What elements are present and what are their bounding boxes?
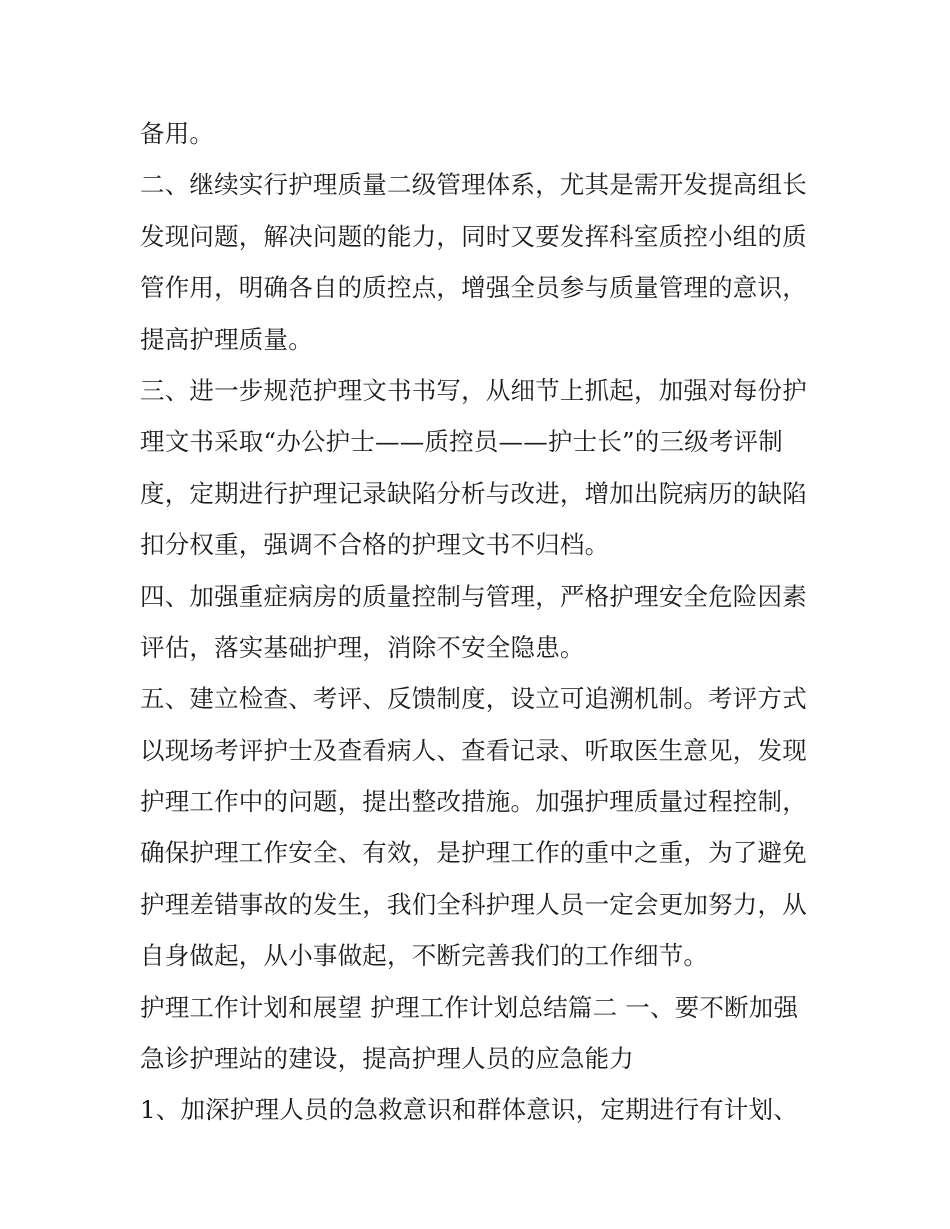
text-line: 1、加深护理人员的急救意识和群体意识，定期进行有计划、 — [140, 1095, 798, 1125]
text-line: 四、加强重症病房的质量控制与管理，严格护理安全危险因素 — [140, 581, 807, 611]
text-line: 护理工作计划和展望 护理工作计划总结篇二 一、要不断加强 — [140, 992, 799, 1022]
text-line: 护理差错事故的发生，我们全科护理人员一定会更加努力，从 — [140, 889, 807, 919]
document-body — [140, 108, 820, 1136]
text-line: 急诊护理站的建设，提高护理人员的应急能力 — [140, 1044, 634, 1074]
text-line: 自身做起，从小事做起，不断完善我们的工作细节。 — [140, 941, 709, 971]
text-line: 评估，落实基础护理，消除不安全隐患。 — [140, 632, 585, 662]
text-line: 确保护理工作安全、有效，是护理工作的重中之重，为了避免 — [140, 838, 807, 868]
text-line: 扣分权重，强调不合格的护理文书不归档。 — [140, 530, 610, 560]
text-line: 五、建立检查、考评、反馈制度，设立可追溯机制。考评方式 — [140, 684, 807, 714]
text-line: 三、进一步规范护理文书书写，从细节上抓起，加强对每份护 — [140, 375, 807, 405]
text-line: 管作用，明确各自的质控点，增强全员参与质量管理的意识， — [140, 273, 807, 303]
text-line: 备用。 — [140, 119, 215, 148]
text-line: 发现问题，解决问题的能力，同时又要发挥科室质控小组的质 — [140, 221, 807, 251]
text-line: 理文书采取“办公护士——质控员——护士长”的三级考评制 — [140, 427, 783, 457]
text-line: 以现场考评护士及查看病人、查看记录、听取医生意见，发现 — [140, 735, 807, 765]
text-line: 度，定期进行护理记录缺陷分析与改进，增加出院病历的缺陷 — [140, 478, 807, 508]
text-line: 护理工作中的问题，提出整改措施。加强护理质量过程控制， — [140, 787, 807, 817]
text-line: 提高护理质量。 — [140, 324, 313, 354]
text-line: 二、继续实行护理质量二级管理体系，尤其是需开发提高组长 — [140, 170, 807, 200]
